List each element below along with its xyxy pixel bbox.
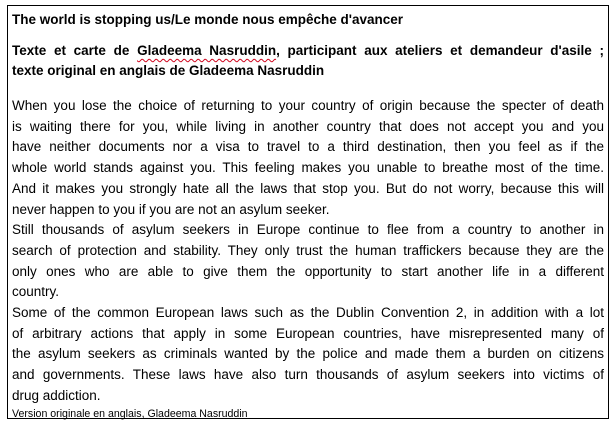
text-line: drug addiction.	[12, 387, 101, 403]
text-line: And it makes you strongly hate all the laws that stop you. But do not worry, because this will	[12, 180, 604, 196]
text-line: only ones who are able to give them the opportunity to start another life in a different	[12, 263, 604, 279]
credits-line-2: texte original en anglais de Gladeema Nasruddin	[12, 63, 325, 78]
document-frame	[7, 5, 609, 419]
text-line: and governments. These laws have also turn thousands of asylum seekers into victims of	[12, 367, 604, 383]
text-line: country.	[12, 284, 60, 300]
text-line: search of protection and stability. They only trust the human traffickers because they are the	[12, 242, 604, 258]
footnote: Version originale en anglais, Gladeema Nasruddin	[12, 407, 248, 420]
author-name: Gladeema Nasruddin	[137, 43, 277, 58]
credits-line-1	[12, 41, 604, 61]
text-line: have neither documents nor a visa to travel to a third destination, then you feel as if the	[12, 139, 604, 155]
text-line: whole world stands against you. This feeling makes you unable to breathe most of the time.	[12, 160, 604, 176]
text-line: Still thousands of asylum seekers in Europe continue to flee from a country to another in	[12, 222, 604, 238]
credits-suffix: , participant aux ateliers et demandeur d'asile ;	[276, 43, 604, 58]
paragraph-1	[12, 96, 604, 220]
credits-prefix: Texte et carte de	[12, 43, 138, 58]
credits-block	[12, 41, 604, 81]
text-line: When you lose the choice of returning to your country of origin because the specter of death	[12, 98, 604, 113]
document-title: The world is stopping us/Le monde nous empêche d'avancer	[12, 12, 404, 27]
paragraph-3	[12, 303, 604, 407]
paragraph-2	[12, 220, 604, 303]
document-body	[12, 96, 604, 407]
text-line: never happen to you if you are not an asylum seeker.	[12, 201, 330, 217]
text-line: the asylum seekers as criminals wanted by the police and made them a burden on citizens	[12, 346, 604, 362]
text-line: of arbitrary actions that apply in some European countries, have misrepresented many of	[12, 325, 604, 341]
text-line: Some of the common European laws such as the Dublin Convention 2, in addition with a lot	[12, 305, 604, 321]
text-line: is waiting there for you, while living in another country that does not accept you and you	[12, 118, 604, 134]
